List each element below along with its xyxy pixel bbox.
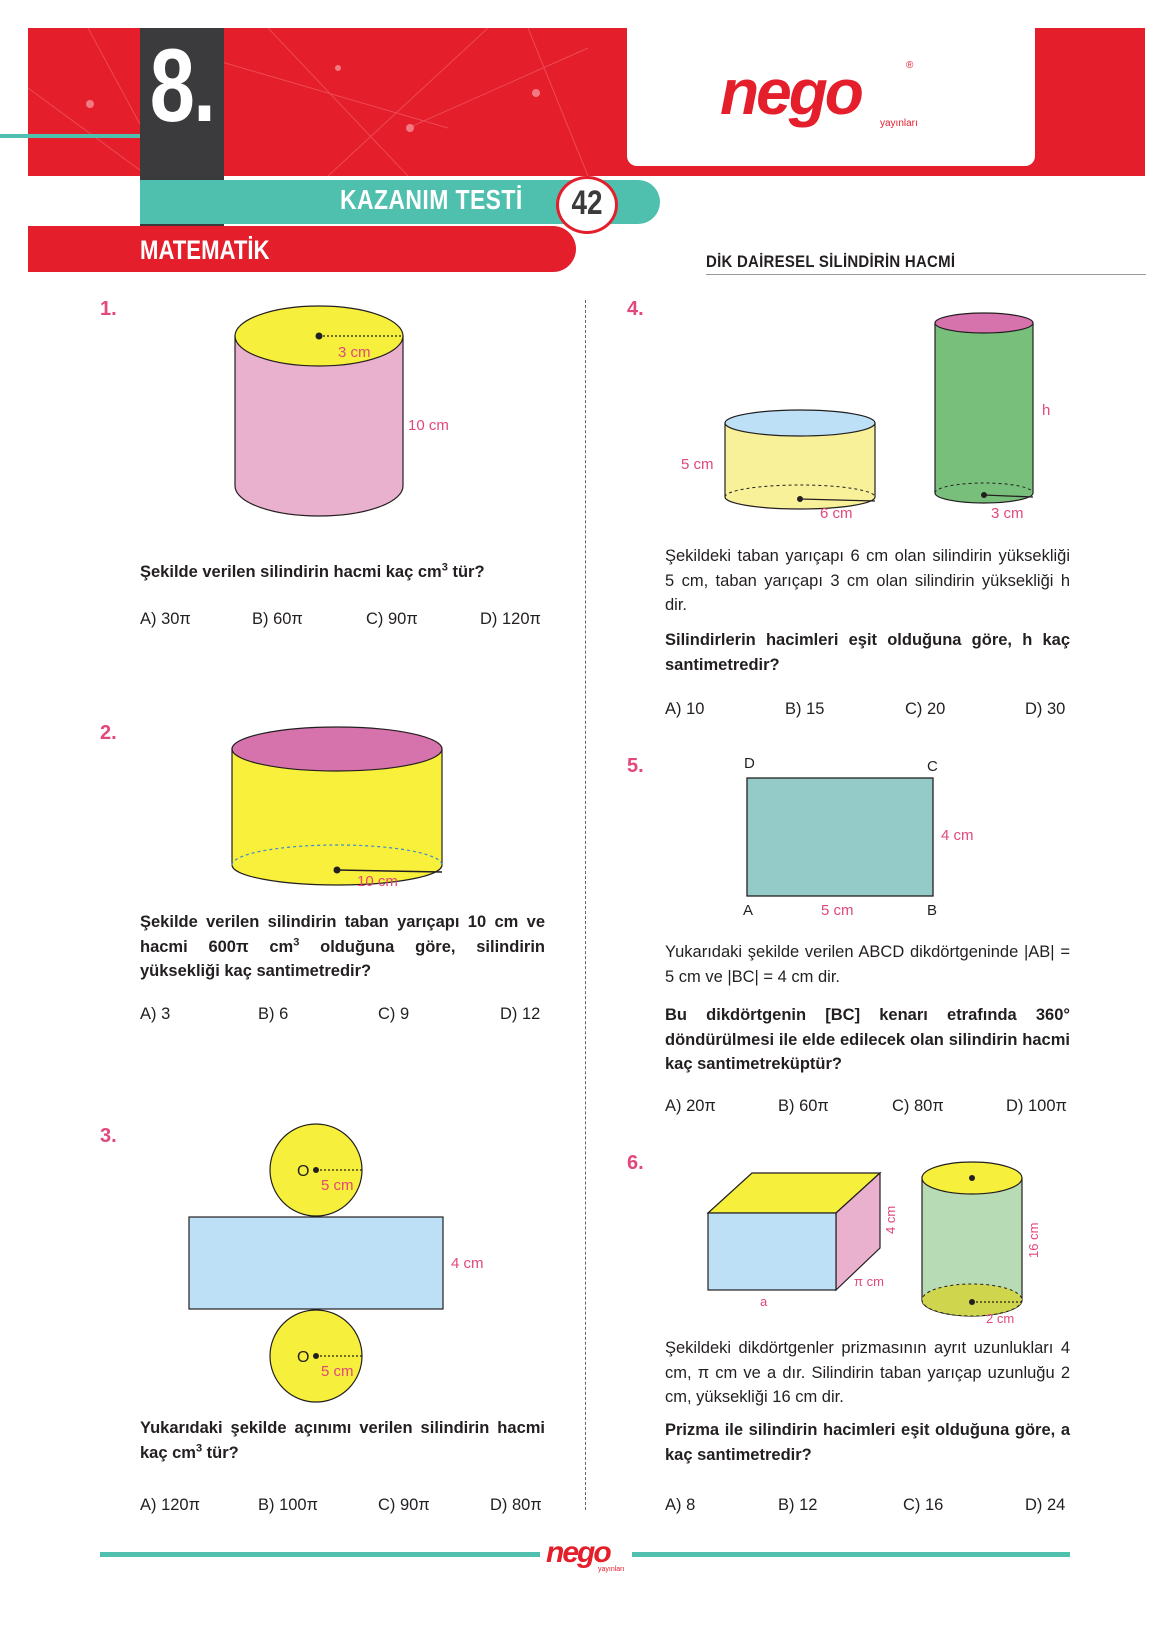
question-4-left-radius-label: 6 cm — [820, 505, 853, 522]
question-3-height-label: 4 cm — [451, 1255, 484, 1272]
publisher-logo: nego — [720, 56, 861, 128]
question-3-net-figure — [185, 1122, 505, 1392]
question-2-option-a[interactable]: A) 3 — [140, 1005, 171, 1023]
question-5-option-b[interactable]: B) 60π — [778, 1097, 829, 1115]
question-3-option-d[interactable]: D) 80π — [490, 1496, 542, 1514]
question-6-option-b[interactable]: B) 12 — [778, 1496, 818, 1514]
test-title: KAZANIM TESTİ — [340, 184, 523, 215]
question-3-center-top-label: O — [297, 1163, 310, 1180]
question-6-option-d[interactable]: D) 24 — [1025, 1496, 1066, 1514]
question-5-rectangle-figure — [735, 752, 995, 922]
header-left-rule — [0, 134, 148, 138]
question-1-option-a[interactable]: A) 30π — [140, 610, 191, 628]
question-1-text: Şekilde verilen silindirin hacmi kaç $cm^3$ tür? — [140, 561, 485, 581]
question-1-cylinder-figure — [220, 300, 460, 540]
question-4-option-d[interactable]: D) 30 — [1025, 700, 1066, 718]
question-4-option-a[interactable]: A) 10 — [665, 700, 705, 718]
question-1-option-b[interactable]: B) 60π — [252, 610, 303, 628]
question-2-number: 2. — [100, 722, 117, 744]
subject-bar — [28, 226, 576, 272]
question-6-cylinder-radius-label: 2 cm — [986, 1311, 1015, 1326]
question-4-right-radius-label: 3 cm — [991, 505, 1024, 522]
question-5-text: Bu dikdörtgenin [BC] kenarı etrafında 360° döndürülmesi ile elde edilecek olan silindirin hacmi kaç santimetreküptür? — [665, 1006, 1070, 1073]
question-3-option-b[interactable]: B) 100π — [258, 1496, 318, 1514]
question-3-option-a[interactable]: A) 120π — [140, 1496, 200, 1514]
question-5-option-a[interactable]: A) 20π — [665, 1097, 716, 1115]
question-4-left-height-label: 5 cm — [681, 456, 714, 473]
question-1-height-label: 10 cm — [408, 417, 449, 434]
question-6-prism-depth-label: π cm — [854, 1274, 884, 1289]
question-3-number: 3. — [100, 1125, 117, 1147]
question-3-radius-bottom-label: 5 cm — [321, 1363, 354, 1380]
question-5-option-c[interactable]: C) 80π — [892, 1097, 944, 1115]
question-5-option-d[interactable]: D) 100π — [1006, 1097, 1067, 1115]
question-6-text: Prizma ile silindirin hacimleri eşit olduğuna göre, a kaç santimetredir? — [665, 1421, 1070, 1464]
question-6-info: Şekildeki dikdörtgenler prizmasının ayrıt uzunlukları 4 cm, π cm ve a dır. Silindirin taban yarıçap uzunluğu 2 cm, yüksekliği 16 cm dir. — [665, 1339, 1070, 1406]
question-5-vertex-c: C — [927, 758, 938, 775]
question-2-radius-label: 10 cm — [357, 873, 398, 890]
question-5-vertex-d: D — [744, 755, 755, 772]
question-6-number: 6. — [627, 1152, 644, 1174]
test-number: 42 — [571, 184, 603, 222]
question-4-info: Şekildeki taban yarıçapı 6 cm olan silindirin yüksekliği 5 cm, taban yarıçapı 3 cm olan silindirin yüksekliği h dir. — [665, 547, 1070, 614]
question-3-radius-top-label: 5 cm — [321, 1177, 354, 1194]
question-4-cylinders-figure — [675, 305, 1075, 525]
question-1-option-c[interactable]: C) 90π — [366, 610, 418, 628]
question-5-vertex-a: A — [743, 902, 754, 919]
question-6-prism-length-label: a — [760, 1294, 768, 1309]
question-4-text: Silindirlerin hacimleri eşit olduğuna göre, h kaç santimetredir? — [665, 631, 1070, 674]
footer-rule-left — [100, 1552, 540, 1557]
question-5-side-bc-label: 4 cm — [941, 827, 974, 844]
question-1-option-d[interactable]: D) 120π — [480, 610, 541, 628]
question-2-option-d[interactable]: D) 12 — [500, 1005, 541, 1023]
question-6-prism-height-label: 4 cm — [883, 1205, 898, 1234]
question-1-radius-label: 3 cm — [338, 344, 371, 361]
footer-logo: nego — [546, 1536, 610, 1569]
footer-logo-subtitle: yayınları — [598, 1566, 625, 1573]
question-2-cylinder-figure — [225, 725, 465, 895]
question-2-text: Şekilde verilen silindirin taban yarıçapı 10 cm ve hacmi 600π $cm^3$ olduğuna göre, silindirin yüksekliği kaç santimetredir? — [140, 913, 545, 980]
question-5-vertex-b: B — [927, 902, 938, 919]
question-5-number: 5. — [627, 755, 644, 777]
topic-title: DİK DAİRESEL SİLİNDİRİN HACMİ — [706, 252, 956, 271]
publisher-subtitle: yayınları — [880, 118, 918, 129]
question-2-option-b[interactable]: B) 6 — [258, 1005, 289, 1023]
grade-number: 8. — [149, 28, 215, 144]
question-3-center-bottom-label: O — [297, 1349, 310, 1366]
question-4-number: 4. — [627, 298, 644, 320]
question-1-number: 1. — [100, 298, 117, 320]
question-4-option-c[interactable]: C) 20 — [905, 700, 946, 718]
topic-underline — [706, 274, 1146, 275]
subject-title: MATEMATİK — [140, 235, 270, 265]
question-6-cylinder-height-label: 16 cm — [1026, 1222, 1041, 1258]
question-6-option-c[interactable]: C) 16 — [903, 1496, 944, 1514]
question-4-right-height-label: h — [1042, 402, 1051, 419]
question-3-text: Yukarıdaki şekilde açınımı verilen silindirin hacmi kaç $cm^3$ tür? — [140, 1419, 545, 1462]
registered-mark: ® — [906, 60, 914, 71]
column-divider — [585, 300, 586, 1510]
question-6-prism-cylinder-figure — [700, 1150, 1080, 1330]
question-4-option-b[interactable]: B) 15 — [785, 700, 825, 718]
question-3-option-c[interactable]: C) 90π — [378, 1496, 430, 1514]
question-5-info: Yukarıdaki şekilde verilen ABCD dikdörtgeninde |AB| = 5 cm ve |BC| = 4 cm dir. — [665, 943, 1070, 986]
footer-rule-right — [632, 1552, 1070, 1557]
question-5-side-ab-label: 5 cm — [821, 902, 854, 919]
question-6-option-a[interactable]: A) 8 — [665, 1496, 696, 1514]
question-2-option-c[interactable]: C) 9 — [378, 1005, 410, 1023]
